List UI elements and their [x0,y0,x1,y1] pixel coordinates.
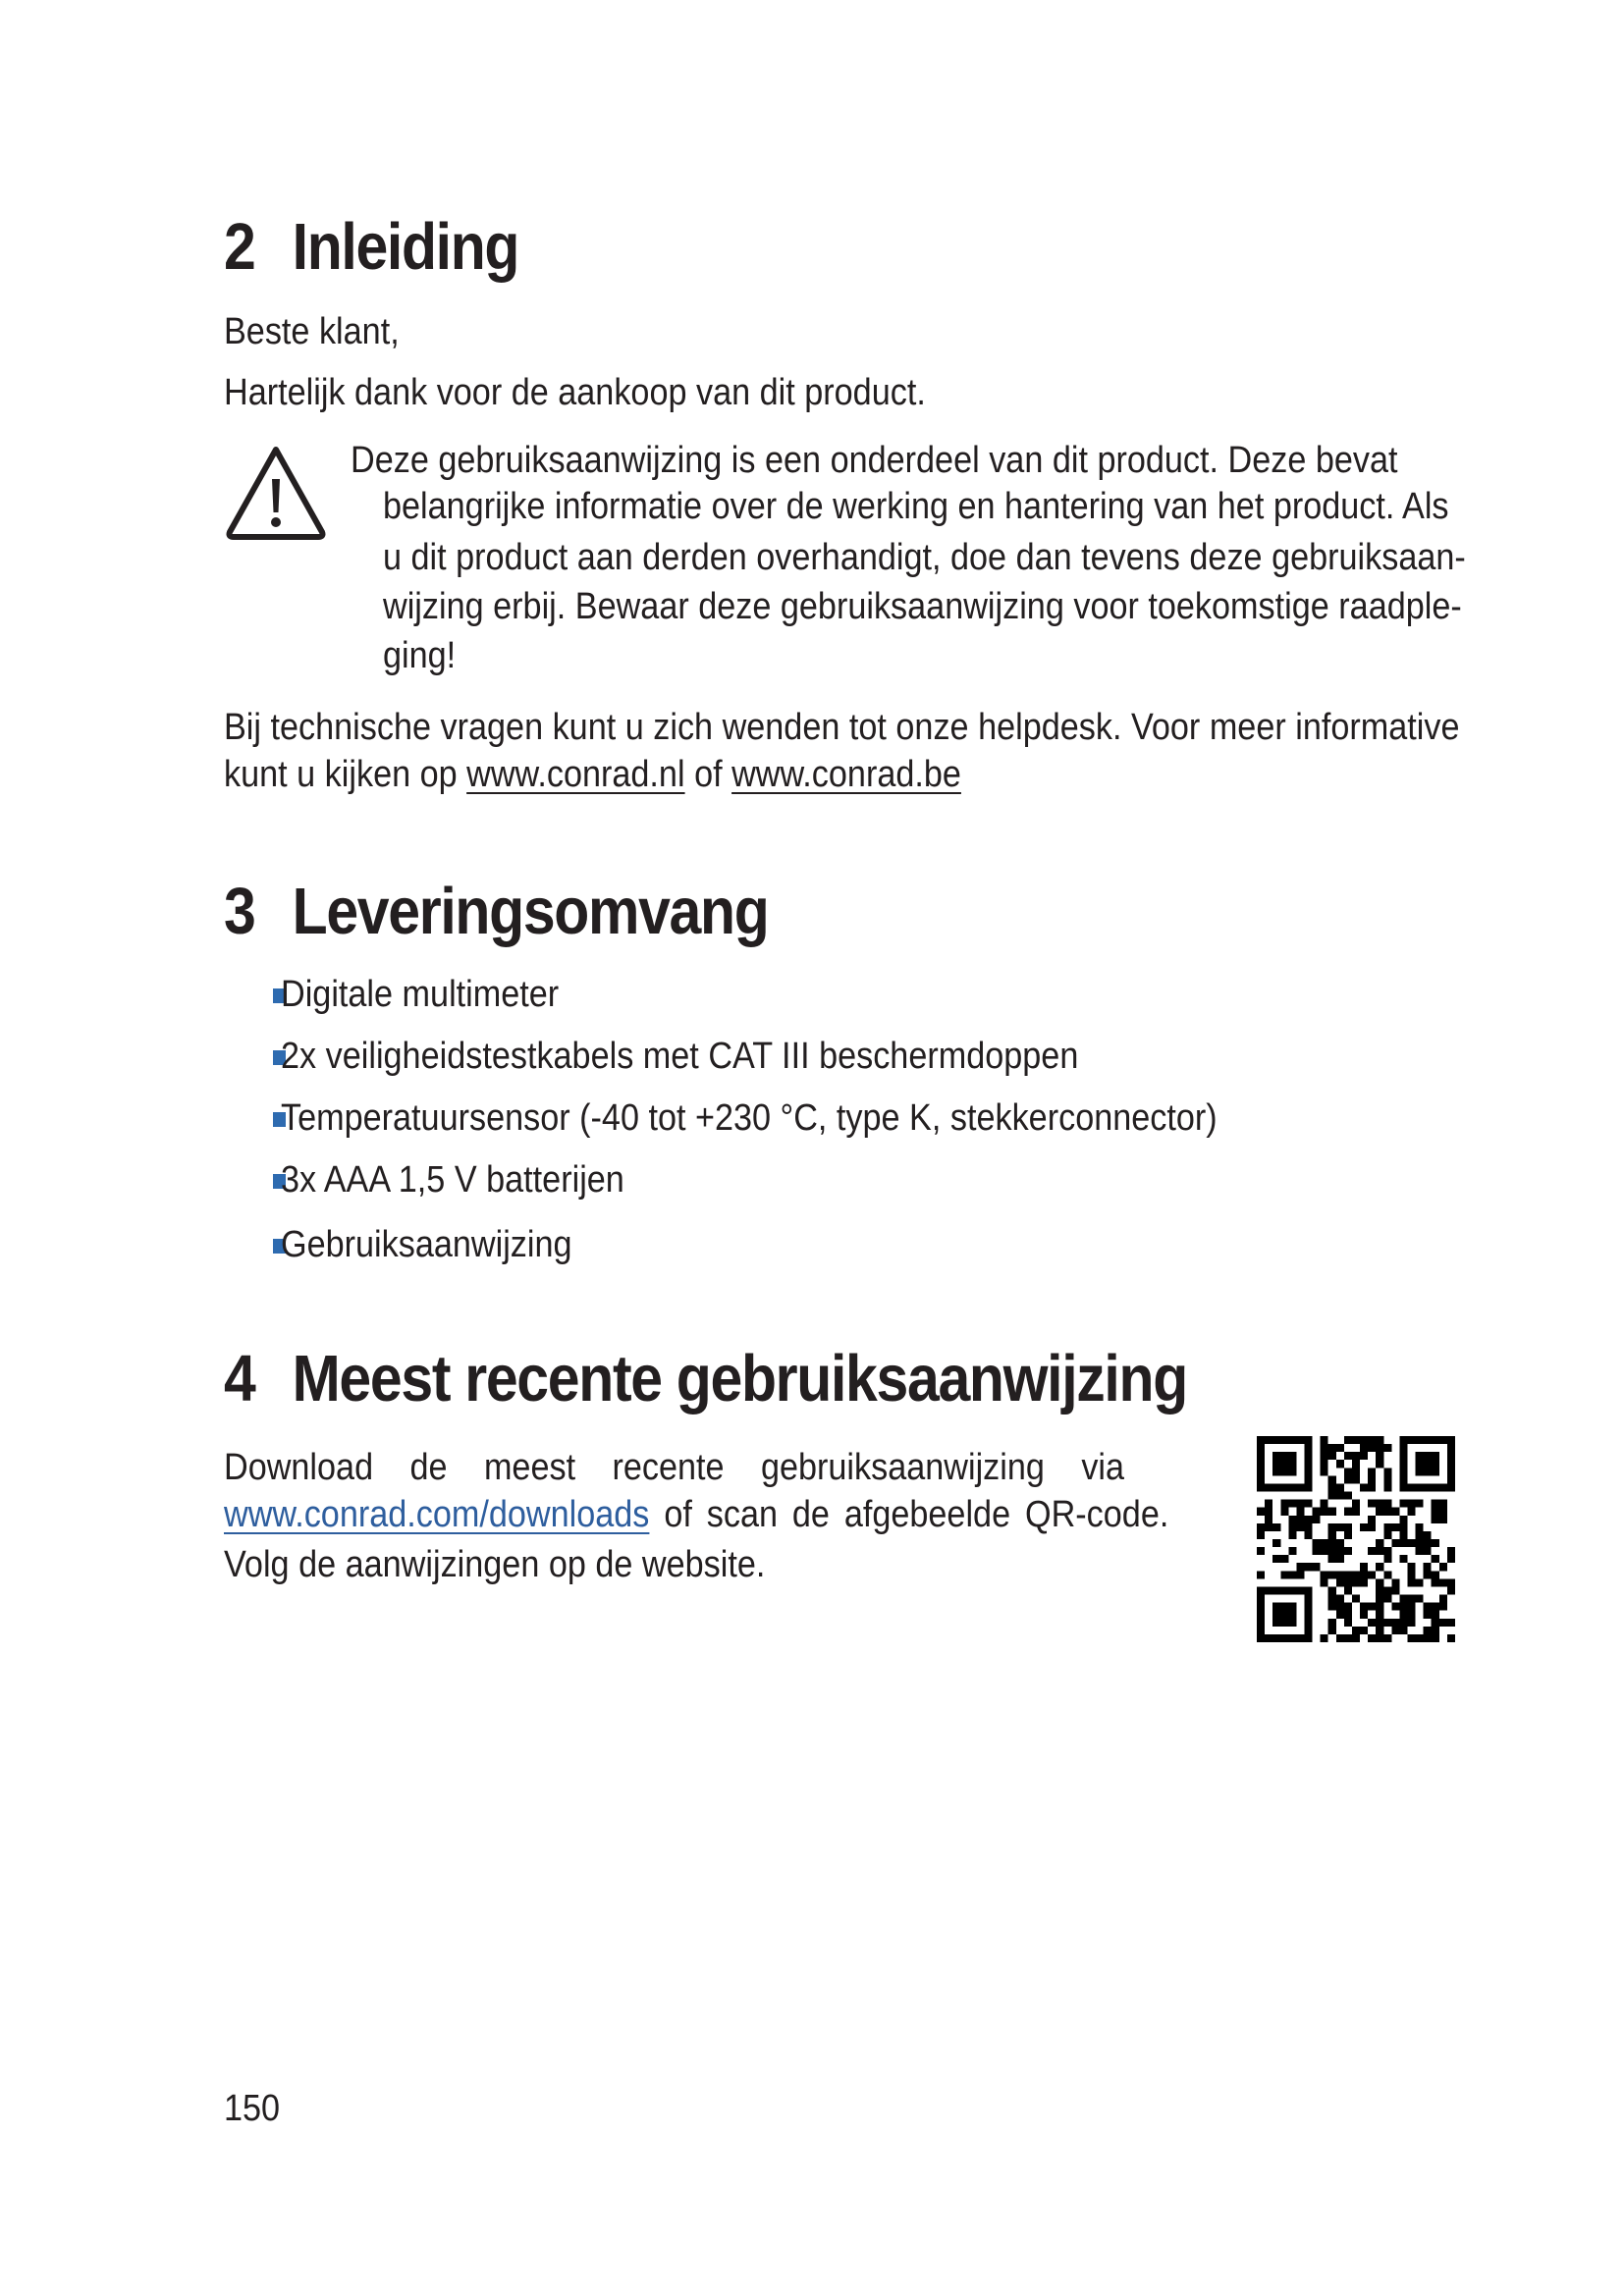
qr-code[interactable] [1257,1436,1455,1642]
section-title: Meest recente gebruiksaanwijzing [292,1342,1187,1415]
thanks-text: Hartelijk dank voor de aankoop van dit product. [224,372,926,413]
warning-line: u dit product aan derden overhandigt, doe dan tevens deze gebruiksaan- [383,537,1466,578]
link-conrad-nl[interactable]: www.conrad.nl [466,754,685,795]
section-title: Inleiding [292,210,519,284]
page-number: 150 [224,2088,281,2129]
helpdesk-links-line [224,752,961,797]
warning-line: Deze gebruiksaanwijzing is een onderdeel van dit product. Deze bevat [351,440,1398,481]
download-text-line2 [224,1492,1168,1537]
download-text-line3: Volg de aanwijzingen op de website. [224,1544,766,1585]
link-conrad-be[interactable]: www.conrad.be [731,754,961,795]
list-item-text: 2x veiligheidstestkabels met CAT III beschermdoppen [281,1036,1079,1077]
warning-line: ging! [383,635,457,676]
section-heading-inleiding [224,209,518,285]
download-text-suffix: of scan de afgebeelde QR-code. [649,1494,1169,1535]
section-number: 2 [224,210,255,284]
greeting: Beste klant, [224,311,400,352]
section-number: 3 [224,875,255,948]
link-conrad-downloads[interactable]: www.conrad.com/downloads [224,1494,650,1535]
section-heading-leveringsomvang [224,874,768,949]
section-heading-meest-recente [224,1341,1187,1416]
helpdesk-text: Bij technische vragen kunt u zich wenden tot onze helpdesk. Voor meer informative [224,707,1460,748]
download-text-line1: Download de meest recente gebruiksaanwijzing via [224,1447,1125,1488]
warning-line: wijzing erbij. Bewaar deze gebruiksaanwijzing voor toekomstige raadple- [383,586,1462,627]
list-item-text: Gebruiksaanwijzing [281,1224,572,1265]
warning-line: belangrijke informatie over de werking en hantering van het product. Als [383,486,1449,527]
list-item-text: 3x AAA 1,5 V batterijen [281,1159,624,1201]
link-separator: of [684,754,732,795]
warning-triangle-icon [224,444,328,542]
list-item-text: Digitale multimeter [281,974,560,1015]
section-number: 4 [224,1342,255,1415]
helpdesk-prefix: kunt u kijken op [224,754,467,795]
section-title: Leveringsomvang [292,875,769,948]
list-item-text: Temperatuursensor (-40 tot +230 °C, type K, stekkerconnector) [281,1097,1218,1139]
